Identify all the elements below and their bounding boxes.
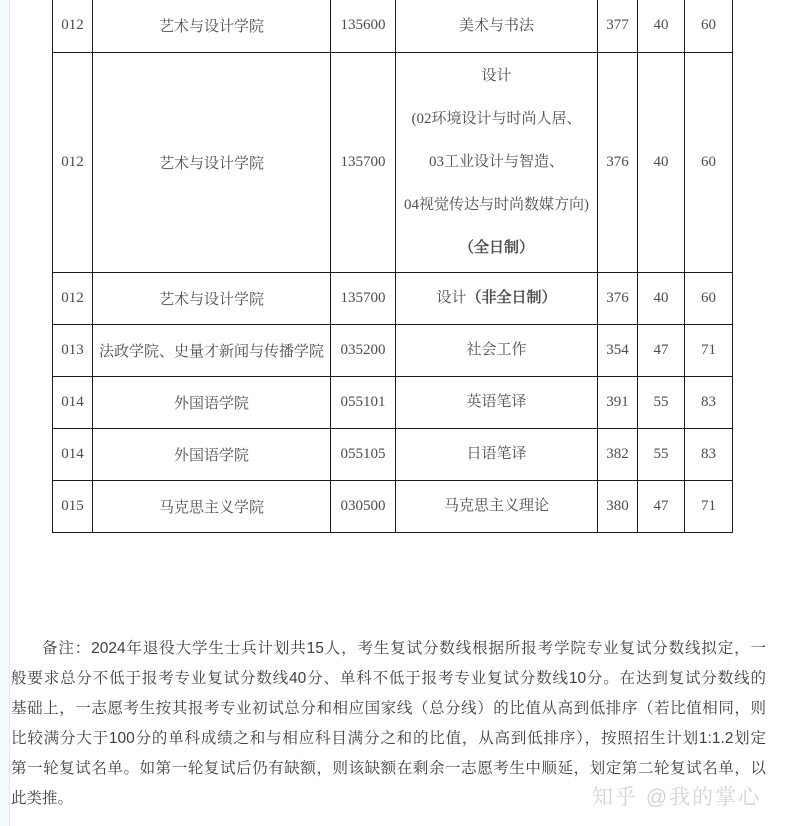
cell-major-name <box>396 428 598 480</box>
cell-major-code: 135700 <box>331 272 396 324</box>
score-table <box>52 0 733 533</box>
cell-college-name: 法政学院、史量才新闻与传播学院 <box>93 324 331 376</box>
cell-department-code: 014 <box>53 428 93 480</box>
cell-department-code: 015 <box>53 480 93 532</box>
cell-subject-score-2: 71 <box>685 480 733 532</box>
cell-department-code: 012 <box>53 52 93 272</box>
cell-college-name: 艺术与设计学院 <box>93 272 331 324</box>
cell-total-score: 354 <box>598 324 638 376</box>
remark-line: 第一轮复试名单。如第一轮复试后仍有缺额，则该缺额在剩余一志愿考生中顺延，划定第二轮复试名单，以 <box>11 760 766 777</box>
cell-subject-score-2: 60 <box>685 52 733 272</box>
remark-line: 般要求总分不低于报考专业复试分数线40分、单科不低于报考专业复试分数线10分。在达到复试分数线的 <box>11 670 766 687</box>
major-name-segment: 03工业设计与智造、 <box>428 153 564 170</box>
cell-department-code: 014 <box>53 376 93 428</box>
score-table-body <box>53 0 733 532</box>
major-name-line <box>400 496 593 516</box>
cell-subject-score-2: 60 <box>685 0 733 52</box>
cell-college-name: 艺术与设计学院 <box>93 0 331 52</box>
major-name-segment: 日语笔译 <box>466 446 527 462</box>
cell-major-code: 135600 <box>331 0 396 52</box>
cell-total-score: 380 <box>598 480 638 532</box>
cell-subject-score-1: 55 <box>638 376 685 428</box>
major-name-segment: 设计 <box>481 67 512 84</box>
cell-total-score: 391 <box>598 376 638 428</box>
cell-total-score: 382 <box>598 428 638 480</box>
cell-major-code: 055101 <box>331 376 396 428</box>
cell-college-name: 外国语学院 <box>93 428 331 480</box>
cell-major-code: 035200 <box>331 324 396 376</box>
cell-major-code: 030500 <box>331 480 396 532</box>
cell-college-name: 马克思主义学院 <box>93 480 331 532</box>
table-row <box>53 324 733 376</box>
cell-subject-score-1: 47 <box>638 480 685 532</box>
cell-subject-score-2: 83 <box>685 376 733 428</box>
major-name-line <box>400 55 593 98</box>
major-name-line <box>400 392 593 412</box>
cell-subject-score-1: 40 <box>638 0 685 52</box>
major-name-line <box>400 444 593 464</box>
table-row <box>53 376 733 428</box>
major-name-line <box>400 16 593 36</box>
cell-major-name <box>396 52 598 272</box>
major-name-segment: 社会工作 <box>466 342 527 358</box>
cell-major-name <box>396 324 598 376</box>
major-name-line <box>400 184 593 227</box>
cell-major-code: 055105 <box>331 428 396 480</box>
remark-line: 此类推。 <box>11 790 74 807</box>
cell-major-name <box>396 480 598 532</box>
cell-department-code: 012 <box>53 0 93 52</box>
cell-subject-score-2: 83 <box>685 428 733 480</box>
major-name-line <box>400 98 593 141</box>
major-name-line <box>400 227 593 270</box>
remark-line: 基础上，一志愿考生按其报考专业初试总分和相应国家线（总分线）的比值从高到低排序（若比值相同，则 <box>11 700 766 717</box>
cell-major-name <box>396 272 598 324</box>
remark-line: 比较满分大于100分的单科成绩之和与相应科目满分之和的比值，从高到低排序），按照招生计划1:1.2划定 <box>11 730 766 747</box>
cell-college-name: 外国语学院 <box>93 376 331 428</box>
table-row <box>53 428 733 480</box>
major-name-segment: （非全日制） <box>466 290 557 306</box>
cell-college-name: 艺术与设计学院 <box>93 52 331 272</box>
major-name-segment: (02环境设计与时尚人居、 <box>411 110 582 127</box>
page-left-strip <box>0 0 10 826</box>
cell-subject-score-2: 71 <box>685 324 733 376</box>
cell-total-score: 376 <box>598 272 638 324</box>
major-name-segment: 英语笔译 <box>466 394 527 410</box>
cell-department-code: 012 <box>53 272 93 324</box>
major-name-segment: 04视觉传达与时尚数媒方向) <box>404 196 589 213</box>
zhihu-watermark: 知乎 @我的掌心 <box>592 786 762 809</box>
remark-line: 备注：2024年退役大学生士兵计划共15人，考生复试分数线根据所报考学院专业复试分数线拟定，一 <box>42 640 766 657</box>
cell-major-code: 135700 <box>331 52 396 272</box>
major-name-line <box>400 141 593 184</box>
major-name-segment: 马克思主义理论 <box>443 498 549 514</box>
cell-department-code: 013 <box>53 324 93 376</box>
major-name-segment: （全日制） <box>458 239 534 256</box>
cell-major-name <box>396 376 598 428</box>
cell-subject-score-1: 47 <box>638 324 685 376</box>
table-row <box>53 480 733 532</box>
table-row <box>53 52 733 272</box>
table-row <box>53 0 733 52</box>
cell-major-name <box>396 0 598 52</box>
cell-total-score: 377 <box>598 0 638 52</box>
major-name-line <box>400 340 593 360</box>
major-name-segment: 美术与书法 <box>458 17 534 34</box>
major-name-segment: 设计 <box>436 290 467 306</box>
cell-subject-score-1: 40 <box>638 272 685 324</box>
table-row <box>53 272 733 324</box>
major-name-line <box>400 288 593 308</box>
cell-subject-score-1: 40 <box>638 52 685 272</box>
cell-total-score: 376 <box>598 52 638 272</box>
cell-subject-score-2: 60 <box>685 272 733 324</box>
cell-subject-score-1: 55 <box>638 428 685 480</box>
